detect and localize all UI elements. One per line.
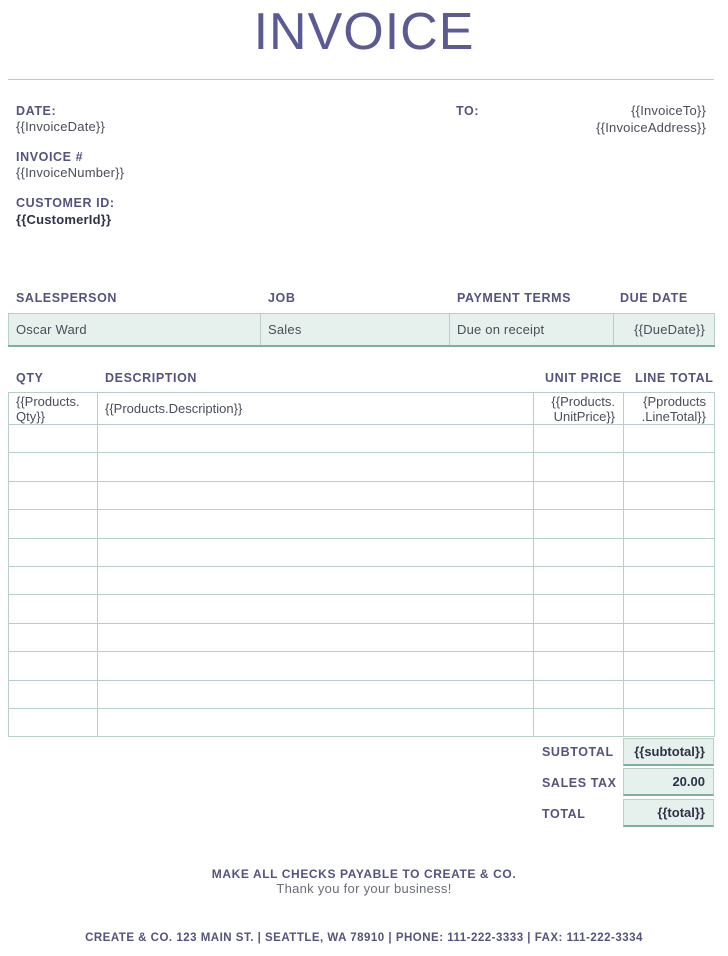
due-date-header: DUE DATE <box>620 291 688 305</box>
subtotal-value: {{subtotal}} <box>623 738 714 766</box>
invoice-title: INVOICE <box>253 3 475 61</box>
unit-price-header: UNIT PRICE <box>545 371 622 385</box>
table-row <box>9 566 715 594</box>
payment-terms-value: Due on receipt <box>450 314 614 347</box>
table-row <box>9 481 715 509</box>
total-label: TOTAL <box>542 807 586 821</box>
checks-payable-note: MAKE ALL CHECKS PAYABLE TO CREATE & CO. <box>211 867 517 881</box>
salesperson-value: Oscar Ward <box>9 314 261 347</box>
products-table <box>8 392 715 737</box>
invoice-number-value: {{InvoiceNumber}} <box>16 165 125 180</box>
sales-tax-value: 20.00 <box>623 768 714 796</box>
table-row <box>9 623 715 651</box>
header-divider <box>8 79 714 80</box>
table-row <box>9 393 715 425</box>
date-label: DATE: <box>16 104 57 118</box>
line-total-header: LINE TOTAL <box>635 371 714 385</box>
table-row <box>9 453 715 481</box>
sales-tax-label: SALES TAX <box>542 776 617 790</box>
due-date-value: {{DueDate}} <box>614 314 715 347</box>
table-row <box>9 510 715 538</box>
customer-id-label: CUSTOMER ID: <box>16 196 115 210</box>
thank-you-note: Thank you for your business! <box>276 881 452 896</box>
to-address: {{InvoiceAddress}} <box>596 120 706 135</box>
salesperson-header: SALESPERSON <box>16 291 118 305</box>
to-name: {{InvoiceTo}} <box>631 103 706 118</box>
qty-header: QTY <box>16 371 44 385</box>
job-info-table <box>8 313 715 347</box>
payment-terms-header: PAYMENT TERMS <box>457 291 572 305</box>
to-label: TO: <box>456 104 480 118</box>
job-header: JOB <box>268 291 296 305</box>
invoice-number-label: INVOICE # <box>16 150 84 164</box>
table-row <box>9 425 715 453</box>
unit-price-cell: {{Products. UnitPrice}} <box>534 393 624 425</box>
table-row <box>9 595 715 623</box>
job-info-row <box>9 314 715 347</box>
description-cell: {{Products.Description}} <box>98 393 534 425</box>
table-row <box>9 708 715 736</box>
table-row <box>9 538 715 566</box>
table-row <box>9 680 715 708</box>
date-value: {{InvoiceDate}} <box>16 119 106 134</box>
description-header: DESCRIPTION <box>105 371 198 385</box>
subtotal-label: SUBTOTAL <box>542 745 614 759</box>
job-value: Sales <box>261 314 450 347</box>
customer-id-value: {{CustomerId}} <box>16 212 112 227</box>
table-row <box>9 652 715 680</box>
company-footer: CREATE & CO. 123 MAIN ST. | SEATTLE, WA 78910 | PHONE: 111-222-3333 | FAX: 111-222-3334 <box>85 932 643 944</box>
qty-cell: {{Products. Qty}} <box>9 393 98 425</box>
line-total-cell: {Pproducts .LineTotal}} <box>624 393 715 425</box>
total-value: {{total}} <box>623 799 714 827</box>
